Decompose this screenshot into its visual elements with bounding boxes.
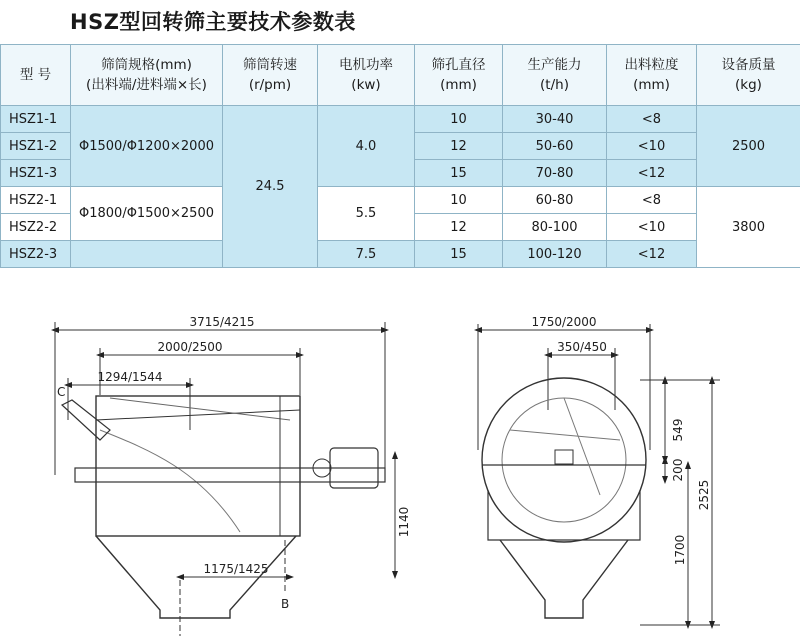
header-spec: 筛筒规格(mm) (出料端/进料端×长) (71, 45, 223, 106)
page-title: HSZ型回转筛主要技术参数表 (70, 10, 356, 34)
cell-size: <8 (607, 187, 697, 214)
cell-capacity: 60-80 (503, 187, 607, 214)
header-capacity: 生产能力 (t/h) (503, 45, 607, 106)
cell-model: HSZ1-1 (1, 106, 71, 133)
cell-model: HSZ1-3 (1, 160, 71, 187)
cell-spec: Φ1500/Φ1200×2000 (71, 106, 223, 187)
dim-1700: 1700 (673, 534, 687, 566)
cell-model: HSZ2-2 (1, 214, 71, 241)
cell-size: <10 (607, 214, 697, 241)
dim-short: 1294/1544 (97, 370, 163, 384)
cell-power: 4.0 (318, 106, 415, 187)
cell-hole: 12 (415, 214, 503, 241)
dim-2525: 2525 (697, 479, 711, 511)
cell-hole: 12 (415, 133, 503, 160)
table-row (1, 187, 800, 214)
dim-mid: 2000/2500 (157, 340, 223, 354)
header-power: 电机功率 (kw) (318, 45, 415, 106)
cell-model: HSZ1-2 (1, 133, 71, 160)
spec-table (0, 44, 800, 268)
cell-capacity: 50-60 (503, 133, 607, 160)
header-size: 出料粒度 (mm) (607, 45, 697, 106)
cell-speed: 24.5 (223, 106, 318, 268)
header-mass: 设备质量 (kg) (697, 45, 800, 106)
technical-drawing (0, 300, 800, 638)
cell-hole: 10 (415, 106, 503, 133)
header-speed: 筛筒转速 (r/pm) (223, 45, 318, 106)
table-header-row (1, 45, 800, 106)
dim-width: 1750/2000 (531, 315, 597, 329)
dim-bottom: 1175/1425 (203, 562, 269, 576)
cell-hole: 10 (415, 187, 503, 214)
cell-size: <12 (607, 241, 697, 268)
header-hole: 筛孔直径 (mm) (415, 45, 503, 106)
cell-size: <8 (607, 106, 697, 133)
cell-size: <12 (607, 160, 697, 187)
dim-200: 200 (671, 458, 685, 482)
dim-height: 1140 (397, 506, 411, 538)
cell-mass: 3800 (697, 187, 800, 268)
header-model: 型 号 (1, 45, 71, 106)
cell-capacity: 30-40 (503, 106, 607, 133)
table-row (1, 241, 800, 268)
cell-power: 7.5 (318, 241, 415, 268)
cell-model: HSZ2-3 (1, 241, 71, 268)
cell-spec: Φ1800/Φ1500×2500 (71, 187, 223, 241)
dim-inner: 350/450 (557, 340, 607, 354)
label-c: C (57, 385, 66, 399)
cell-capacity: 70-80 (503, 160, 607, 187)
cell-model: HSZ2-1 (1, 187, 71, 214)
dim-total: 3715/4215 (189, 315, 255, 329)
cell-hole: 15 (415, 241, 503, 268)
table-row (1, 106, 800, 133)
cell-size: <10 (607, 133, 697, 160)
cell-capacity: 100-120 (503, 241, 607, 268)
cell-power: 5.5 (318, 187, 415, 241)
cell-capacity: 80-100 (503, 214, 607, 241)
cell-hole: 15 (415, 160, 503, 187)
label-b: B (281, 597, 290, 611)
cell-spec-empty (71, 241, 223, 268)
cell-mass: 2500 (697, 106, 800, 187)
dim-549: 549 (671, 418, 685, 442)
